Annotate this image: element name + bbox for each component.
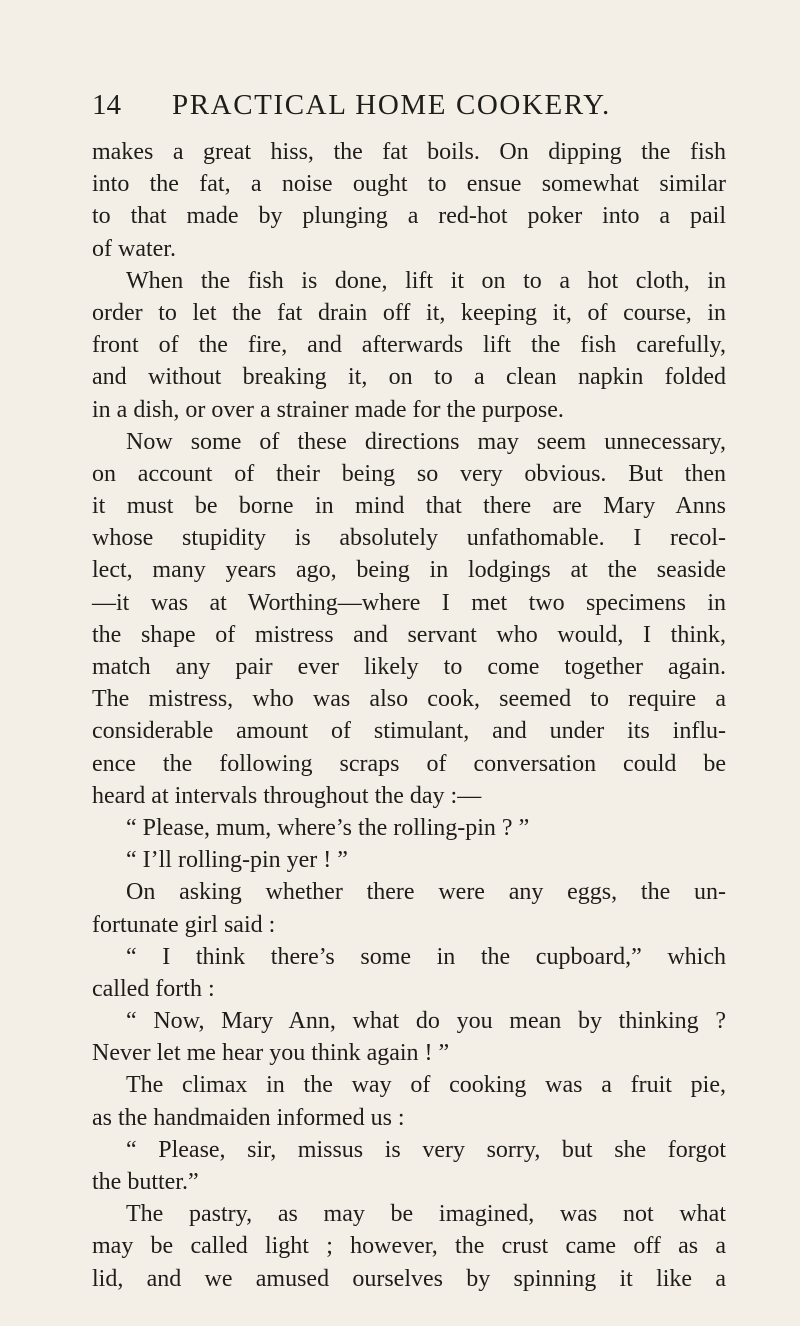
- text-line: the butter.”: [92, 1169, 199, 1195]
- text-line: match any pair ever likely to come together again.: [92, 654, 726, 680]
- text-line: in a dish, or over a strainer made for the purpose.: [92, 396, 564, 423]
- text-line: and without breaking it, on to a clean napkin folded: [92, 364, 726, 391]
- text-line: Now some of these directions may seem unnecessary,: [126, 428, 726, 455]
- text-line: into the fat, a noise ought to ensue somewhat similar: [92, 171, 726, 198]
- text-line: “ Please, mum, where’s the rolling-pin ? ”: [126, 814, 530, 841]
- text-line: lid, and we amused ourselves by spinning it like a: [92, 1265, 726, 1292]
- text-line: of water.: [92, 235, 176, 262]
- text-line: “ Please, sir, missus is very sorry, but she forgot: [126, 1136, 726, 1163]
- body-text: [92, 136, 726, 1295]
- text-line: When the fish is done, lift it on to a hot cloth, in: [126, 267, 726, 294]
- text-line: “ I think there’s some in the cupboard,” which: [126, 943, 726, 970]
- text-line: On asking whether there were any eggs, the un-: [126, 879, 726, 906]
- text-line: “ Now, Mary Ann, what do you mean by thinking ?: [126, 1008, 726, 1035]
- text-line: fortunate girl said :: [92, 911, 276, 938]
- text-line: considerable amount of stimulant, and under its influ-: [92, 718, 726, 745]
- text-line: makes a great hiss, the fat boils. On dipping the fish: [92, 139, 726, 165]
- text-line: it must be borne in mind that there are Mary Anns: [92, 493, 726, 520]
- text-line: “ I’ll rolling-pin yer ! ”: [126, 847, 348, 874]
- text-line: The pastry, as may be imagined, was not what: [126, 1201, 726, 1228]
- text-line: the shape of mistress and servant who would, I think,: [92, 621, 726, 648]
- page-number: 14: [92, 89, 121, 121]
- text-line: The mistress, who was also cook, seemed to require a: [92, 686, 726, 713]
- page-header: [0, 80, 800, 130]
- text-line: ence the following scraps of conversation could be: [92, 750, 726, 777]
- text-line: —it was at Worthing—where I met two specimens in: [92, 589, 726, 616]
- text-line: on account of their being so very obvious. But then: [92, 460, 726, 487]
- running-title: PRACTICAL HOME COOKERY.: [172, 89, 611, 121]
- text-line: front of the fire, and afterwards lift the fish carefully,: [92, 332, 726, 359]
- text-line: to that made by plunging a red-hot poker into a pail: [92, 203, 726, 230]
- text-line: Never let me hear you think again ! ”: [92, 1040, 450, 1067]
- text-line: as the handmaiden informed us :: [92, 1104, 405, 1131]
- text-line: whose stupidity is absolutely unfathomable. I recol-: [92, 525, 726, 552]
- text-line: heard at intervals throughout the day :—: [92, 782, 482, 809]
- text-line: called forth :: [92, 975, 215, 1002]
- text-line: may be called light ; however, the crust came off as a: [92, 1233, 726, 1260]
- text-line: order to let the fat drain off it, keeping it, of course, in: [92, 299, 726, 326]
- text-line: lect, many years ago, being in lodgings at the seaside: [92, 557, 726, 584]
- text-line: The climax in the way of cooking was a fruit pie,: [126, 1072, 726, 1099]
